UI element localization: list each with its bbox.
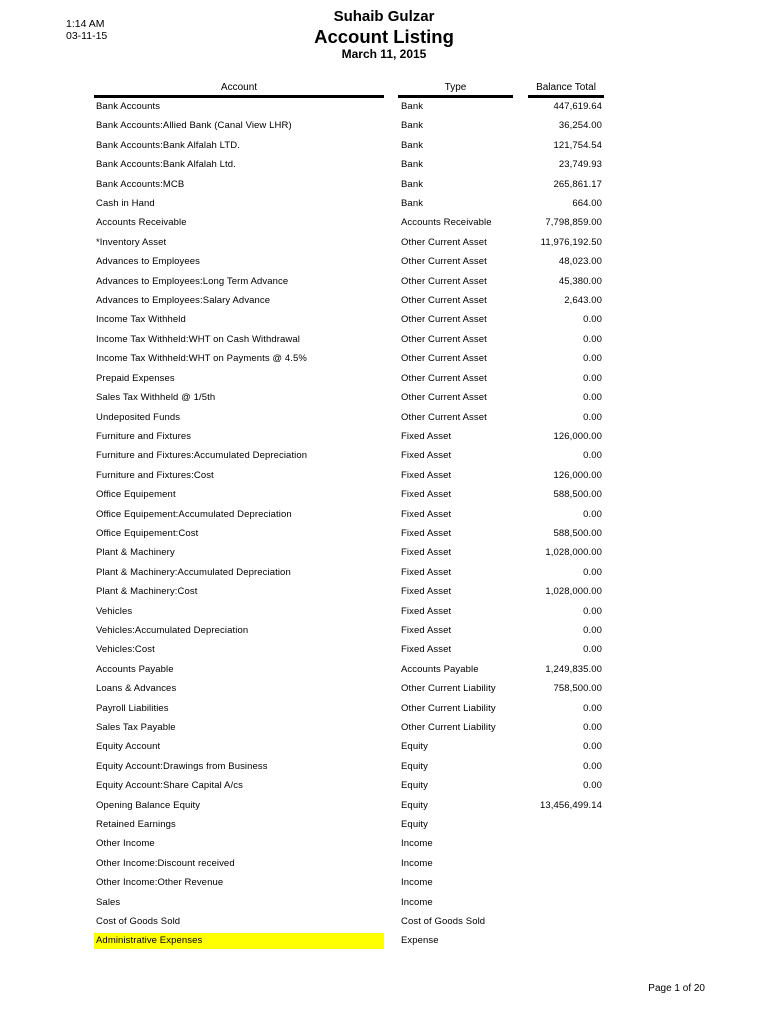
table-row (0, 253, 768, 272)
table-row (0, 719, 768, 738)
account-cell: Furniture and Fixtures (96, 430, 192, 442)
type-cell: Other Current Liability (401, 683, 496, 695)
table-row (0, 894, 768, 913)
account-cell: Other Income (96, 838, 155, 850)
balance-cell: 0.00 (583, 566, 602, 578)
type-cell: Fixed Asset (401, 430, 452, 442)
balance-cell: 0.00 (583, 353, 602, 365)
type-cell: Equity (401, 760, 429, 772)
account-cell: Bank Accounts:Allied Bank (Canal View LHR) (96, 120, 292, 132)
table-row (0, 447, 768, 466)
type-cell: Other Current Asset (401, 392, 487, 404)
type-cell: Fixed Asset (401, 508, 452, 520)
type-cell: Fixed Asset (401, 586, 452, 598)
account-cell: Income Tax Withheld (96, 314, 186, 326)
type-cell: Other Current Asset (401, 411, 487, 423)
table-row (0, 777, 768, 796)
type-cell: Bank (401, 198, 424, 210)
table-row (0, 641, 768, 660)
account-cell: Sales Tax Withheld @ 1/5th (96, 392, 216, 404)
balance-cell: 48,023.00 (558, 256, 602, 268)
table-row (0, 370, 768, 389)
balance-cell: 0.00 (583, 314, 602, 326)
balance-cell: 0.00 (583, 450, 602, 462)
account-cell: Plant & Machinery:Accumulated Depreciation (96, 566, 291, 578)
account-cell: Prepaid Expenses (96, 372, 175, 384)
account-cell: Accounts Payable (96, 663, 174, 675)
account-cell: Undeposited Funds (96, 411, 181, 423)
account-cell: Office Equipement:Cost (96, 527, 199, 539)
balance-cell: 0.00 (583, 780, 602, 792)
table-row (0, 98, 768, 117)
account-cell: Furniture and Fixtures:Accumulated Depreciation (96, 450, 308, 462)
company-name: Suhaib Gulzar (333, 8, 435, 25)
table-row (0, 564, 768, 583)
type-cell: Equity (401, 780, 429, 792)
balance-cell: 0.00 (583, 411, 602, 423)
type-cell: Other Current Asset (401, 236, 487, 248)
type-cell: Equity (401, 819, 429, 831)
type-cell: Bank (401, 120, 424, 132)
report-date-printed: 03-11-15 (66, 30, 108, 42)
account-cell: Cash in Hand (96, 198, 155, 210)
table-row (0, 389, 768, 408)
table-row (0, 874, 768, 893)
account-cell: Equity Account (96, 741, 161, 753)
account-cell: Plant & Machinery (96, 547, 175, 559)
table-row (0, 117, 768, 136)
type-cell: Income (401, 838, 433, 850)
table-row (0, 583, 768, 602)
type-cell: Fixed Asset (401, 527, 452, 539)
type-cell: Fixed Asset (401, 644, 452, 656)
balance-cell: 588,500.00 (553, 527, 602, 539)
type-cell: Fixed Asset (401, 450, 452, 462)
type-cell: Income (401, 877, 433, 889)
type-cell: Bank (401, 159, 424, 171)
account-cell: *Inventory Asset (96, 236, 167, 248)
table-row (0, 409, 768, 428)
table-row (0, 816, 768, 835)
account-cell: Loans & Advances (96, 683, 177, 695)
type-cell: Expense (401, 935, 439, 947)
table-row (0, 467, 768, 486)
account-cell: Administrative Expenses (94, 933, 384, 949)
account-cell: Bank Accounts:Bank Alfalah LTD. (96, 139, 240, 151)
balance-cell: 758,500.00 (553, 683, 602, 695)
account-cell: Office Equipement (96, 489, 176, 501)
type-cell: Fixed Asset (401, 547, 452, 559)
type-cell: Bank (401, 178, 424, 190)
table-row (0, 603, 768, 622)
balance-cell: 0.00 (583, 372, 602, 384)
balance-cell: 0.00 (583, 741, 602, 753)
balance-cell: 664.00 (572, 198, 602, 210)
balance-cell: 0.00 (583, 702, 602, 714)
type-cell: Other Current Asset (401, 353, 487, 365)
table-row (0, 350, 768, 369)
report-as-of-date: March 11, 2015 (341, 47, 427, 61)
balance-cell: 36,254.00 (558, 120, 602, 132)
balance-cell: 0.00 (583, 508, 602, 520)
balance-cell: 0.00 (583, 624, 602, 636)
table-row (0, 680, 768, 699)
type-cell: Other Current Liability (401, 702, 496, 714)
balance-cell: 0.00 (583, 605, 602, 617)
table-row (0, 506, 768, 525)
type-cell: Fixed Asset (401, 469, 452, 481)
balance-cell: 1,028,000.00 (545, 547, 602, 559)
type-cell: Other Current Asset (401, 314, 487, 326)
account-cell: Advances to Employees (96, 256, 201, 268)
table-row (0, 758, 768, 777)
table-row (0, 913, 768, 932)
table-row (0, 932, 768, 951)
type-cell: Income (401, 896, 433, 908)
type-cell: Equity (401, 799, 429, 811)
type-cell: Other Current Asset (401, 372, 487, 384)
account-cell: Sales (96, 896, 121, 908)
table-row (0, 661, 768, 680)
table-row (0, 428, 768, 447)
table-row (0, 700, 768, 719)
balance-cell: 0.00 (583, 333, 602, 345)
table-row (0, 797, 768, 816)
table-row (0, 156, 768, 175)
account-cell: Opening Balance Equity (96, 799, 201, 811)
account-cell: Furniture and Fixtures:Cost (96, 469, 214, 481)
balance-cell: 0.00 (583, 760, 602, 772)
table-row (0, 137, 768, 156)
table-row (0, 855, 768, 874)
account-cell: Cost of Goods Sold (96, 916, 181, 928)
type-cell: Bank (401, 139, 424, 151)
balance-cell: 1,028,000.00 (545, 586, 602, 598)
type-cell: Bank (401, 101, 424, 112)
account-cell: Accounts Receivable (96, 217, 187, 229)
type-cell: Other Current Asset (401, 275, 487, 287)
account-cell: Sales Tax Payable (96, 722, 176, 733)
account-cell: Advances to Employees:Long Term Advance (96, 275, 289, 287)
report-title: Account Listing (314, 26, 454, 47)
balance-cell: 45,380.00 (558, 275, 602, 287)
account-cell: Income Tax Withheld:WHT on Payments @ 4.5% (96, 353, 307, 365)
table-row (0, 176, 768, 195)
account-list (0, 98, 768, 952)
account-cell: Bank Accounts:MCB (96, 178, 185, 190)
table-row (0, 292, 768, 311)
page-number: Page 1 of 20 (648, 983, 705, 994)
table-row (0, 331, 768, 350)
account-cell: Bank Accounts:Bank Alfalah Ltd. (96, 159, 236, 171)
type-cell: Fixed Asset (401, 489, 452, 501)
table-row (0, 311, 768, 330)
balance-cell: 121,754.54 (553, 139, 602, 151)
balance-cell: 11,976,192.50 (540, 236, 602, 248)
type-cell: Equity (401, 741, 429, 753)
account-cell: Vehicles:Accumulated Depreciation (96, 624, 249, 636)
balance-cell: 2,643.00 (564, 295, 602, 307)
table-row (0, 544, 768, 563)
account-cell: Vehicles:Cost (96, 644, 155, 656)
type-cell: Other Current Liability (401, 722, 496, 733)
type-cell: Fixed Asset (401, 566, 452, 578)
balance-cell: 7,798,859.00 (545, 217, 602, 229)
balance-cell: 0.00 (583, 644, 602, 656)
table-row (0, 234, 768, 253)
balance-cell: 126,000.00 (553, 469, 602, 481)
type-cell: Other Current Asset (401, 295, 487, 307)
report-header (0, 8, 768, 61)
type-cell: Accounts Payable (401, 663, 479, 675)
account-cell: Office Equipement:Accumulated Depreciation (96, 508, 292, 520)
account-cell: Bank Accounts (96, 101, 161, 112)
table-row (0, 835, 768, 854)
type-cell: Other Current Asset (401, 256, 487, 268)
account-cell: Other Income:Other Revenue (96, 877, 224, 889)
balance-cell: 0.00 (583, 392, 602, 404)
account-cell: Vehicles (96, 605, 133, 617)
account-cell: Plant & Machinery:Cost (96, 586, 198, 598)
account-cell: Equity Account:Drawings from Business (96, 760, 268, 772)
table-row (0, 525, 768, 544)
account-cell: Equity Account:Share Capital A/cs (96, 780, 243, 792)
type-cell: Cost of Goods Sold (401, 916, 486, 928)
balance-cell: 447,619.64 (553, 101, 602, 112)
table-row (0, 273, 768, 292)
type-cell: Fixed Asset (401, 624, 452, 636)
table-row (0, 486, 768, 505)
balance-cell: 13,456,499.14 (539, 799, 602, 811)
type-cell: Income (401, 857, 433, 869)
account-cell: Other Income:Discount received (96, 857, 235, 869)
table-row (0, 214, 768, 233)
account-cell: Payroll Liabilities (96, 702, 169, 714)
balance-cell: 588,500.00 (553, 489, 602, 501)
column-header-balance: Balance Total (528, 82, 604, 98)
column-header-type: Type (398, 82, 513, 98)
balance-cell: 0.00 (583, 722, 602, 733)
balance-cell: 1,249,835.00 (545, 663, 602, 675)
report-time: 1:14 AM (66, 18, 105, 30)
account-cell: Retained Earnings (96, 819, 176, 831)
account-cell: Advances to Employees:Salary Advance (96, 295, 271, 307)
table-row (0, 622, 768, 641)
type-cell: Other Current Asset (401, 333, 487, 345)
type-cell: Fixed Asset (401, 605, 452, 617)
account-cell: Income Tax Withheld:WHT on Cash Withdrawal (96, 333, 300, 345)
table-row (0, 195, 768, 214)
balance-cell: 23,749.93 (558, 159, 602, 171)
balance-cell: 265,861.17 (553, 178, 602, 190)
table-row (0, 738, 768, 757)
column-header-account: Account (94, 82, 384, 98)
type-cell: Accounts Receivable (401, 217, 492, 229)
balance-cell: 126,000.00 (553, 430, 602, 442)
